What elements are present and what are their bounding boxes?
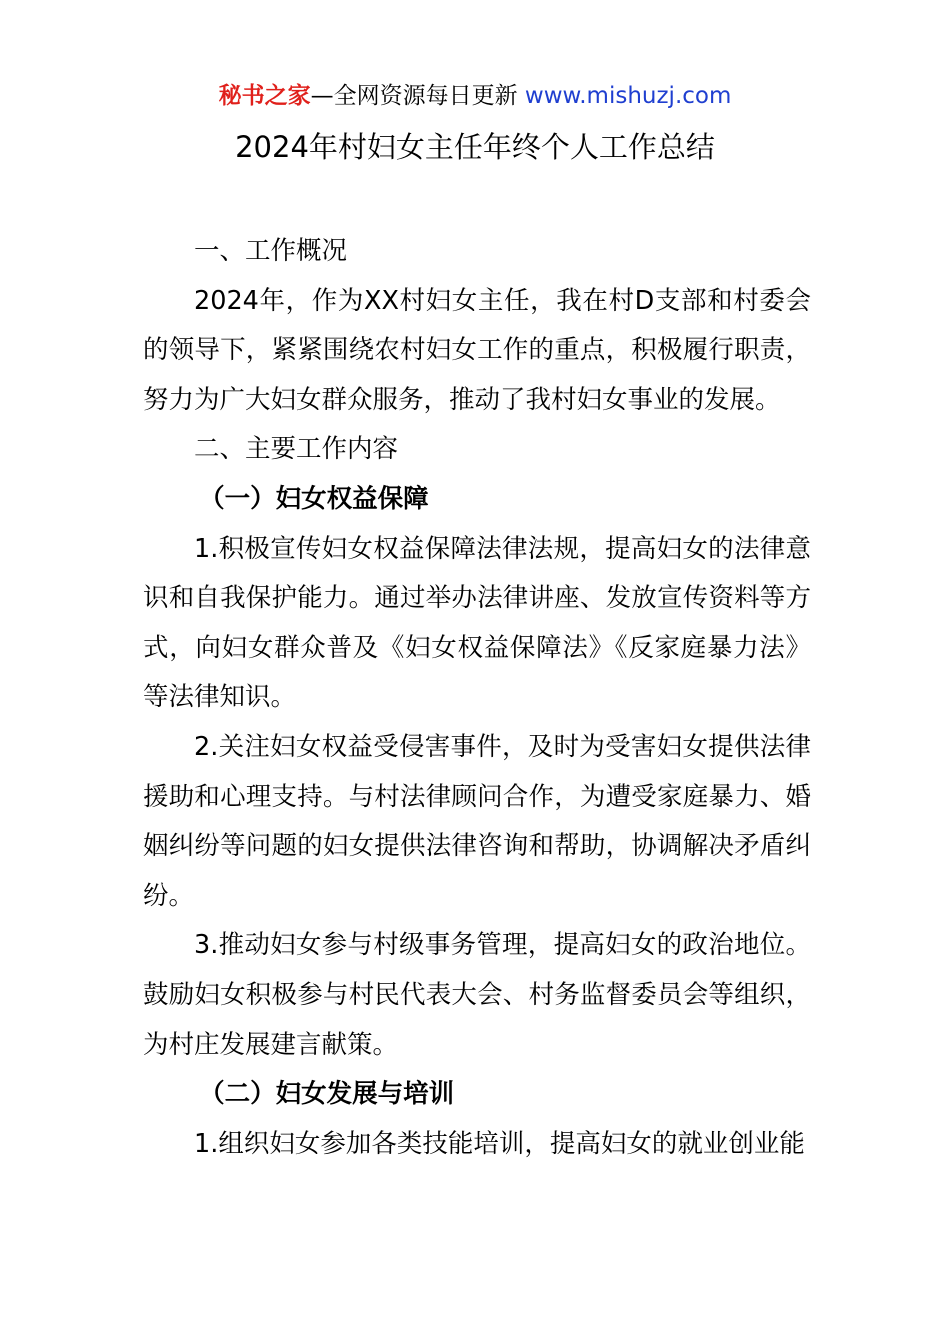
subsection-heading: （一）妇女权益保障 [199, 483, 429, 514]
subsection-heading: （二）妇女发展与培训 [199, 1079, 455, 1110]
site-link[interactable]: www.mishuzj.com [524, 83, 732, 109]
paragraph: 2.关注妇女权益受侵害事件，及时为受害妇女提供法律援助和心理支持。与村法律顾问合作，为遭受家庭暴力、婚姻纠纷等问题的妇女提供法律咨询和帮助，协调解决矛盾纠纷。 [143, 731, 811, 911]
section-heading: 二、主要工作内容 [194, 434, 399, 465]
site-header [0, 80, 950, 112]
paragraph: 1.组织妇女参加各类技能培训，提高妇女的就业创业能 [194, 1128, 805, 1159]
header-tagline: —全网资源每日更新 [310, 83, 518, 109]
brand-name: 秘书之家 [218, 83, 311, 109]
section-heading: 一、工作概况 [194, 236, 348, 266]
paragraph: 1.积极宣传妇女权益保障法律法规，提高妇女的法律意识和自我保护能力。通过举办法律讲座、发放宣传资料等方式，向妇女群众普及《妇女权益保障法》《反家庭暴力法》等法律知识。 [143, 533, 811, 713]
paragraph: 3.推动妇女参与村级事务管理，提高妇女的政治地位。鼓励妇女积极参与村民代表大会、村务监督委员会等组织，为村庄发展建言献策。 [143, 930, 811, 1060]
paragraph: 2024年，作为XX村妇女主任，我在村D支部和村委会的领导下，紧紧围绕农村妇女工作的重点，积极履行职责，努力为广大妇女群众服务，推动了我村妇女事业的发展。 [143, 285, 811, 415]
document-title: 2024年村妇女主任年终个人工作总结 [235, 130, 715, 164]
document-body [143, 227, 811, 1169]
